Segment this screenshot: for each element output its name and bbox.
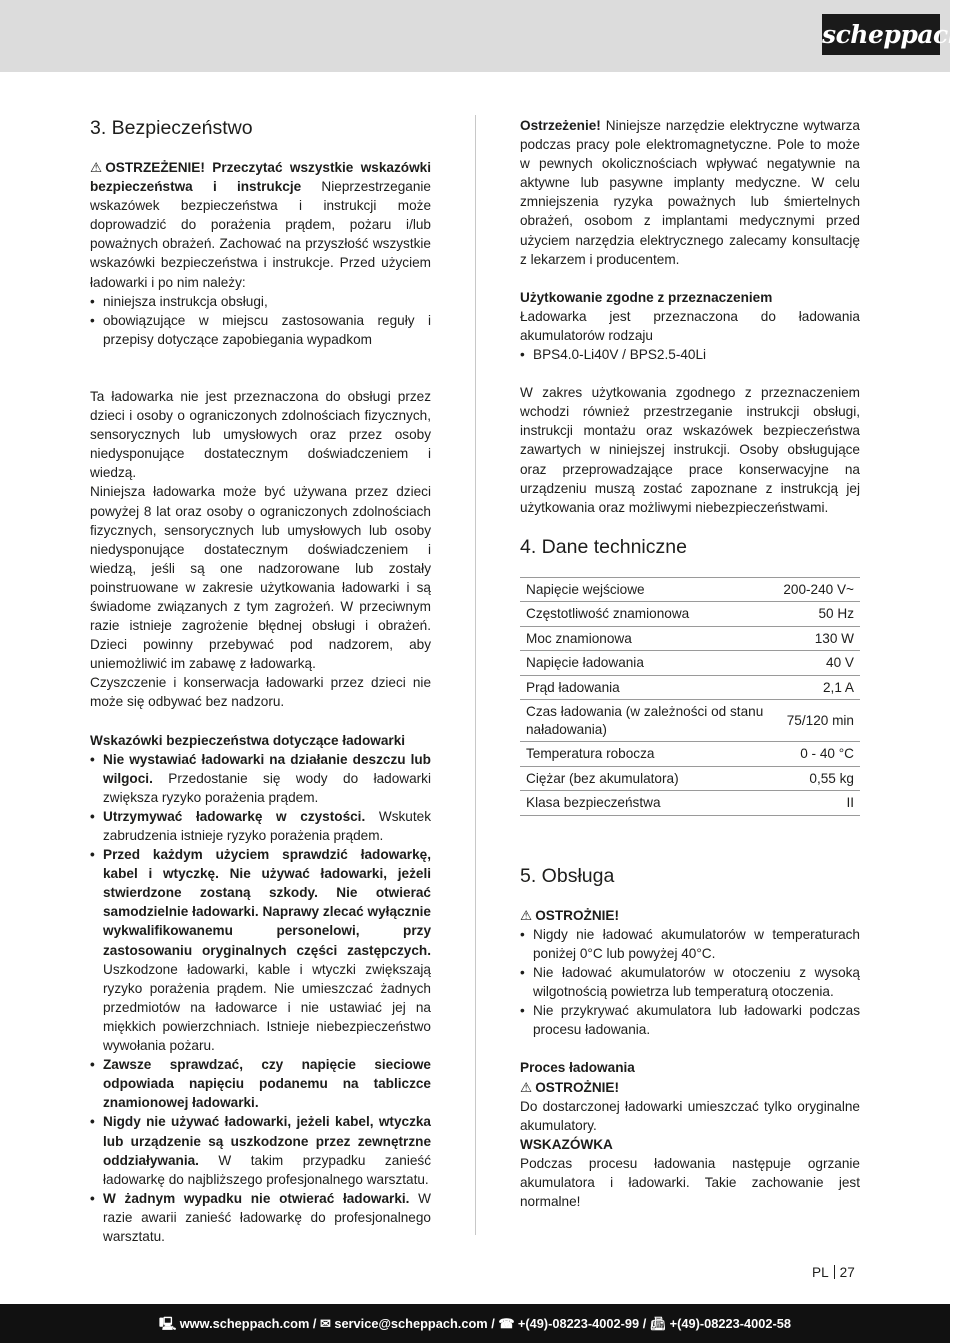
header-bar — [0, 0, 965, 72]
children-paragraph: Ta ładowarka nie jest przeznaczona do obsługi przez dzieci i osoby o ograniczonych zdolnościach fizycznych, sensorycznych lub umysłowych oraz przez osoby niedysponujące dostatecznym doświadczeniem i wiedzą. — [90, 388, 431, 481]
scheppach-logo: scheppach — [822, 14, 940, 55]
spec-value: 130 W — [777, 626, 860, 651]
list-item: • Nie wystawiać ładowarki na działanie deszczu lub wilgoci. Przedostanie się wody do ładowarki zwiększa ryzyko porażenia prądem. — [90, 750, 431, 807]
computer-icon: 🖳︎ — [159, 1316, 177, 1331]
charger-safety-heading: Wskazówki bezpieczeństwa dotyczące ładowarki — [90, 732, 406, 748]
fax-number: +(49)-08223-4002-58 — [669, 1316, 791, 1331]
website-link[interactable]: www.scheppach.com — [179, 1316, 310, 1331]
em-warning-text: Niniejsze narzędzie elektryczne wytwarza podczas pracy pole elektromagnetyczne. Pole to może w pewnych okolicznościach wpływać negatywnie na aktywne lub pasywne implanty medyczne. W celu zmniejszenia ryzyka poważnych lub śmiertelnych obrażeń, osobom z implantami medycznymi przed użyciem narzędzia elektrycznego zalecamy konsultację z lekarzem i producentem. — [520, 118, 860, 267]
spec-value: 40 V — [777, 651, 860, 676]
caution-heading: ⚠ OSTROŻNIE! — [520, 906, 860, 925]
mail-icon: ✉︎ — [320, 1316, 331, 1331]
table-row — [520, 577, 860, 602]
list-item: • Nie przykrywać akumulatora lub ładowarki podczas procesu ładowania. — [520, 1001, 860, 1039]
warning-text: Nieprzestrzeganie wskazówek bezpieczeństwa i instrukcji może doprowadzić do porażenia prądem, pożaru i/lub poważnych obrażeń. Zachować na przyszłość wszystkie wskazówki bezpieczeństwa i instrukcje. Przed użyciem ładowarki i po nim należy: — [90, 179, 431, 290]
list-item: • Zawsze sprawdzać, czy napięcie sieciowe odpowiada napięciu podanemu na tabliczce znamionowej ładowarki. — [90, 1055, 431, 1112]
list-item: • Nigdy nie ładować akumulatorów w temperaturach poniżej 0°C lub powyżej 40°C. — [520, 925, 860, 963]
spec-value: 75/120 min — [777, 700, 860, 742]
phone-icon: ☎︎ — [498, 1316, 515, 1331]
table-row — [520, 742, 860, 767]
footer-bar: 🖳︎ www.scheppach.com / ✉︎ service@scheppach.com / ☎︎ +(49)-08223-4002-99 / 📠︎ +(49)-08223-4002-58 — [0, 1304, 950, 1343]
list-item: • Nie ładować akumulatorów w otoczeniu z wysoką wilgotnością powietrza lub temperaturą otoczenia. — [520, 963, 860, 1001]
spec-label: Napięcie wejściowe — [520, 577, 777, 602]
spec-label: Temperatura robocza — [520, 742, 777, 767]
list-item: • Utrzymywać ładowarkę w czystości. Wskutek zabrudzenia istnieje ryzyko porażenia prądem. — [90, 807, 431, 845]
table-row — [520, 626, 860, 651]
column-divider — [475, 115, 476, 1235]
table-row — [520, 602, 860, 627]
spec-value: 200-240 V~ — [777, 577, 860, 602]
intended-use-text: Ładowarka jest przeznaczona do ładowania akumulatorów rodzaju — [520, 308, 860, 343]
table-row — [520, 675, 860, 700]
warning-triangle-icon: ⚠ — [520, 907, 533, 923]
note-label: WSKAZÓWKA — [520, 1136, 613, 1152]
warning-triangle-icon: ⚠ — [520, 1079, 533, 1095]
section-4-heading: 4. Dane techniczne — [520, 535, 687, 558]
charging-caution-list — [520, 925, 860, 1040]
children-paragraph-2: Niniejsza ładowarka może być używana przez dzieci powyżej 8 lat oraz osoby o ograniczonych zdolnościach fizycznych, sensorycznych lub umysłowych lub osoby niedysponujące dostatecznym doświadczeniem i wiedzą, jeśli są one nadzorowane lub zostały poinstruowane w zakresie użytkowania ładowarki i są świadome związanych z tym zagrożeń. W przeciwnym razie istnieje zagrożenie błędnej obsługi i obrażeń. Dzieci powinny przebywać pod nadzorem, aby uniemożliwić im zabawę z ładowarką. — [90, 484, 431, 672]
spec-label: Klasa bezpieczeństwa — [520, 791, 777, 816]
table-row — [520, 766, 860, 791]
spec-value: 50 Hz — [777, 602, 860, 627]
charging-process-heading: Proces ładowania — [520, 1060, 635, 1076]
spec-label: Moc znamionowa — [520, 626, 777, 651]
spec-value: 0 - 40 °C — [777, 742, 860, 767]
email-link[interactable]: service@scheppach.com — [334, 1316, 488, 1331]
left-column — [90, 116, 431, 1246]
section-5-heading: 5. Obsługa — [520, 864, 615, 887]
page-number: PL 27 — [812, 1265, 855, 1280]
spec-label: Napięcie ładowania — [520, 651, 777, 676]
spec-label: Ciężar (bez akumulatora) — [520, 766, 777, 791]
technical-data-table — [520, 577, 860, 816]
cleaning-paragraph: Czyszczenie i konserwacja ładowarki przez dzieci nie może się odbywać bez nadzoru. — [90, 675, 431, 710]
list-item: • W żadnym wypadku nie otwierać ładowarki. W razie awarii zanieść ładowarkę do profesjonalnego warsztatu. — [90, 1189, 431, 1246]
warning-label: OSTRZEŻENIE! — [105, 160, 205, 175]
list-item: • Nigdy nie używać ładowarki, jeżeli kabel, wtyczka lub urządzenie są uszkodzone przez zewnętrzne oddziaływania. W takim przypadku zanieść ładowarkę do najbliższego profesjonalnego warsztatu. — [90, 1112, 431, 1188]
table-row — [520, 700, 860, 742]
list-item: • niniejsza instrukcja obsługi, — [90, 292, 431, 311]
spec-label: Czas ładowania (w zależności od stanu naładowania) — [520, 700, 777, 742]
table-row — [520, 651, 860, 676]
right-column — [520, 116, 860, 1211]
fax-icon: 📠︎ — [649, 1316, 667, 1331]
models-list — [520, 345, 860, 364]
general-warning — [90, 158, 431, 292]
table-row — [520, 791, 860, 816]
spec-label: Prąd ładowania — [520, 675, 777, 700]
spec-value: 2,1 A — [777, 675, 860, 700]
spec-label: Częstotliwość znamionowa — [520, 602, 777, 627]
phone-number: +(49)-08223-4002-99 — [517, 1316, 640, 1331]
em-warning-label: Ostrzeżenie! — [520, 118, 601, 133]
process-text: Do dostarczonej ładowarki umieszczać tylko oryginalne akumulatory. — [520, 1098, 860, 1133]
list-item: • Przed każdym użyciem sprawdzić ładowarkę, kabel i wtyczkę. Nie używać ładowarki, jeżeli stwierdzone zostaną szkody. Nie otwierać samodzielnie ładowarki. Naprawy zlecać wyłącznie wykwalifikowanemu personelowi, przy zastosowaniu oryginalnych części zastępczych. Uszkodzone ładowarki, kable i wtyczki zwiększają ryzyko porażenia prądem. Nie umieszczać żadnych przedmiotów na ładowarce i nie ustawiać jej na miękkich powierzchniach. Istnieje niebezpieczeństwo wywołania pożaru. — [90, 845, 431, 1055]
list-item: • BPS4.0-Li40V / BPS2.5-40Li — [520, 345, 860, 364]
spec-value: II — [777, 791, 860, 816]
spec-value: 0,55 kg — [777, 766, 860, 791]
warning-triangle-icon: ⚠ — [90, 160, 103, 175]
rules-list — [90, 292, 431, 349]
list-item: • obowiązujące w miejscu zastosowania reguły i przepisy dotyczące zapobiegania wypadkom — [90, 311, 431, 349]
intended-use-heading: Użytkowanie zgodne z przeznaczeniem — [520, 289, 773, 305]
charger-safety-list — [90, 750, 431, 1246]
warning-bold-text: Przeczytać wszystkie wskazówki bezpieczeństwa i instrukcje — [90, 160, 431, 195]
note-text: Podczas procesu ładowania następuje ogrzanie akumulatora i ładowarki. Takie zachowanie jest normalne! — [520, 1155, 860, 1210]
intended-use-scope: W zakres użytkowania zgodnego z przeznaczeniem wchodzi również przestrzeganie instrukcji obsługi, instrukcji montażu oraz wskazówek bezpieczeństwa zawartych w niniejszej instrukcji. Osoby obsługujące oraz przeprowadzające prace konserwacyjne na urządzeniu muszą zostać zapoznane z instrukcją jej użytkowania oraz możliwymi niebezpieczeństwami. — [520, 385, 860, 515]
section-3-heading: 3. Bezpieczeństwo — [90, 117, 253, 139]
process-caution: ⚠ OSTROŻNIE! — [520, 1078, 860, 1097]
em-field-warning — [520, 116, 860, 269]
